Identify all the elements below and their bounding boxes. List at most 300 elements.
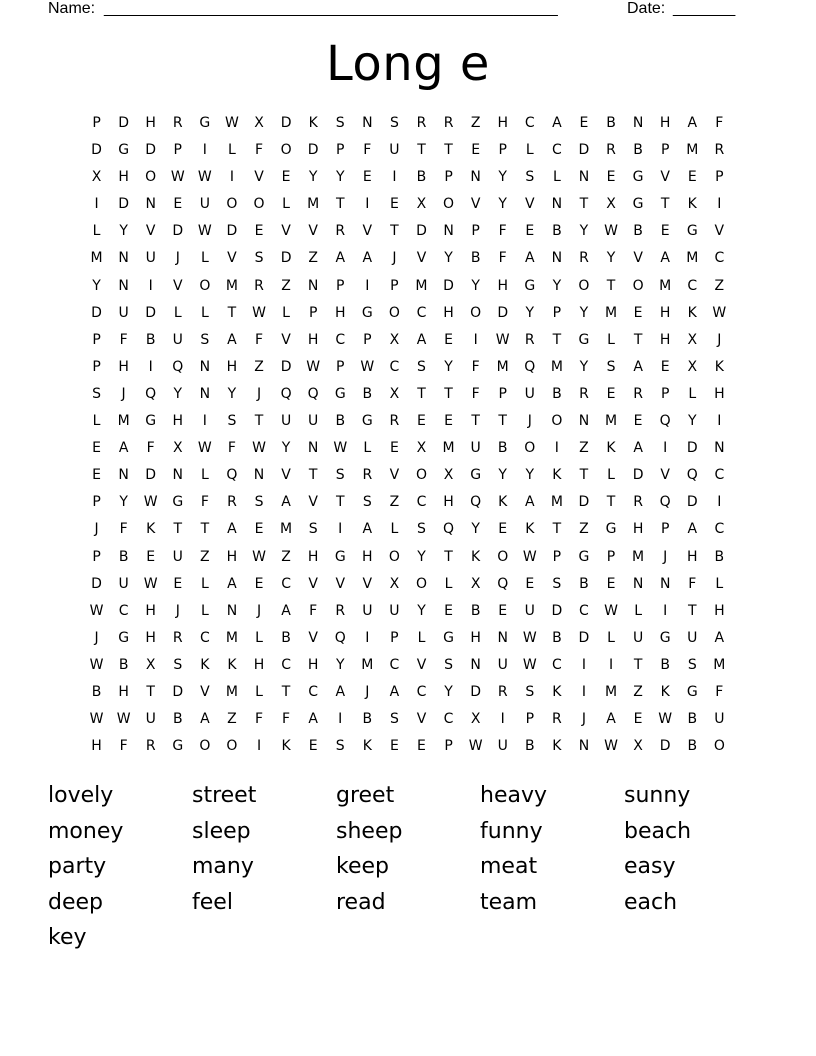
grid-letter: N (145, 196, 156, 213)
grid-letter: S (552, 575, 562, 592)
grid-letter: M (225, 629, 238, 646)
grid-letter: L (200, 575, 209, 592)
grid-letter: E (389, 440, 399, 457)
grid-letter: N (118, 467, 129, 484)
grid-letter: L (92, 413, 101, 430)
grid-letter: V (362, 575, 373, 592)
grid-letter: R (389, 413, 400, 430)
grid-letter: Z (389, 494, 400, 511)
grid-letter: O (280, 142, 292, 159)
grid-letter: R (524, 331, 535, 348)
grid-letter: E (606, 385, 616, 402)
grid-letter: G (524, 277, 536, 294)
grid-letter: Y (417, 602, 426, 619)
grid-letter: C (416, 304, 427, 321)
grid-letter: J (175, 250, 180, 267)
grid-letter: L (200, 602, 209, 619)
grid-row (83, 544, 733, 571)
grid-letter: V (308, 223, 318, 240)
grid-letter: U (280, 413, 292, 430)
grid-letter: X (145, 656, 156, 673)
grid-letter: O (713, 738, 725, 755)
grid-letter: B (416, 169, 427, 186)
grid-letter: D (578, 494, 590, 511)
grid-letter: B (145, 331, 156, 348)
grid-letter: H (145, 629, 156, 646)
grid-letter: L (363, 440, 372, 457)
grid-row (83, 273, 733, 300)
grid-letter: H (686, 548, 698, 565)
grid-letter: D (145, 304, 157, 321)
grid-letter: Y (579, 358, 589, 375)
grid-letter: G (334, 385, 346, 402)
grid-letter: E (308, 738, 318, 755)
grid-letter: D (91, 304, 102, 321)
grid-letter: I (473, 331, 478, 348)
grid-letter: Y (281, 440, 291, 457)
grid-letter: B (714, 548, 725, 565)
grid-letter: P (552, 304, 562, 321)
word-bank-item: feel (192, 889, 233, 915)
grid-letter: V (633, 250, 643, 267)
grid-letter: S (687, 656, 697, 673)
grid-letter: T (417, 385, 426, 402)
grid-letter: D (172, 683, 184, 700)
word-bank-item: greet (336, 783, 395, 808)
grid-letter: V (362, 223, 373, 240)
grid-letter: B (335, 413, 346, 430)
grid-letter: U (172, 331, 183, 348)
grid-letter: E (254, 223, 264, 240)
grid-letter: F (471, 358, 480, 375)
grid-letter: X (91, 169, 102, 186)
grid-letter: I (202, 142, 207, 159)
grid-letter: M (225, 683, 238, 700)
grid-row (83, 462, 733, 489)
grid-letter: J (717, 331, 722, 348)
grid-letter: O (632, 277, 644, 294)
grid-letter: E (498, 521, 508, 538)
grid-letter: B (633, 223, 643, 240)
grid-letter: M (415, 277, 428, 294)
word-bank-item: funny (480, 818, 543, 844)
grid-letter: U (687, 629, 698, 646)
grid-letter: Y (119, 494, 128, 511)
grid-letter: E (92, 467, 101, 484)
grid-letter: Y (525, 467, 535, 484)
grid-letter: S (335, 467, 345, 484)
grid-letter: E (92, 440, 101, 457)
grid-letter: A (606, 711, 616, 728)
grid-letter: Y (92, 277, 101, 294)
grid-letter: W (495, 331, 510, 348)
grid-letter: T (498, 413, 507, 430)
grid-letter: P (92, 548, 101, 565)
grid-letter: A (227, 521, 237, 538)
grid-letter: F (688, 575, 697, 592)
grid-letter: K (525, 521, 535, 538)
grid-letter: U (497, 656, 508, 673)
grid-letter: P (92, 358, 101, 375)
grid-letter: J (121, 385, 126, 402)
grid-letter: E (633, 711, 643, 728)
grid-letter: J (365, 683, 370, 700)
grid-letter: S (173, 656, 183, 673)
grid-letter: M (307, 196, 320, 213)
grid-letter: I (338, 711, 343, 728)
grid-letter: L (607, 467, 615, 484)
grid-letter: F (498, 223, 507, 240)
grid-letter: Q (659, 494, 671, 511)
grid-letter: W (116, 711, 131, 728)
grid-row (83, 516, 733, 543)
grid-letter: E (444, 602, 453, 619)
grid-letter: I (717, 196, 722, 213)
grid-letter: Z (579, 521, 589, 538)
grid-letter: I (717, 494, 722, 511)
grid-letter: L (552, 169, 561, 186)
grid-letter: E (660, 358, 670, 375)
grid-row (83, 598, 733, 625)
grid-letter: P (92, 331, 101, 348)
grid-letter: C (551, 142, 562, 159)
grid-letter: U (714, 711, 725, 728)
grid-letter: P (363, 331, 372, 348)
grid-letter: V (525, 196, 535, 213)
grid-letter: G (145, 413, 157, 430)
grid-letter: B (552, 385, 562, 402)
word-search-grid (83, 110, 733, 760)
grid-letter: W (604, 602, 618, 619)
grid-letter: Q (686, 467, 698, 484)
grid-letter: T (633, 331, 643, 348)
grid-letter: A (525, 250, 535, 267)
grid-letter: D (280, 358, 292, 375)
grid-letter: I (663, 602, 668, 619)
grid-letter: S (254, 494, 264, 511)
grid-letter: Y (227, 385, 237, 402)
grid-letter: W (197, 169, 212, 186)
grid-row (83, 218, 733, 245)
grid-letter: K (281, 738, 291, 755)
grid-letter: I (148, 358, 153, 375)
grid-letter: J (663, 548, 668, 565)
grid-letter: B (118, 656, 129, 673)
grid-letter: G (443, 629, 454, 646)
grid-letter: F (363, 142, 372, 159)
grid-letter: F (471, 385, 480, 402)
grid-letter: Q (280, 385, 292, 402)
grid-letter: E (525, 223, 535, 240)
grid-letter: W (522, 656, 537, 673)
grid-letter: H (362, 548, 373, 565)
grid-letter: X (606, 196, 616, 213)
grid-letter: K (606, 440, 616, 457)
grid-letter: V (660, 467, 670, 484)
grid-row (83, 652, 733, 679)
grid-letter: L (200, 467, 209, 484)
grid-letter: K (146, 521, 156, 538)
grid-letter: S (254, 250, 264, 267)
grid-letter: A (552, 115, 562, 131)
grid-letter: D (470, 683, 482, 700)
grid-letter: E (389, 196, 399, 213)
grid-letter: H (443, 304, 454, 321)
grid-letter: X (470, 575, 481, 592)
grid-letter: A (335, 683, 346, 700)
grid-letter: L (200, 250, 209, 267)
grid-letter: A (200, 711, 210, 728)
grid-letter: B (687, 711, 698, 728)
grid-letter: E (444, 331, 453, 348)
grid-letter: A (362, 521, 373, 538)
grid-letter: J (392, 250, 397, 267)
grid-letter: T (606, 494, 616, 511)
grid-letter: N (172, 467, 184, 484)
grid-letter: N (551, 250, 563, 267)
grid-letter: L (255, 683, 263, 700)
grid-letter: F (282, 711, 291, 728)
grid-letter: N (551, 196, 563, 213)
grid-letter: W (89, 656, 104, 673)
grid-letter: H (226, 358, 238, 375)
grid-letter: K (552, 683, 562, 700)
grid-letter: V (308, 629, 318, 646)
grid-letter: L (200, 304, 209, 321)
grid-letter: V (227, 250, 237, 267)
grid-letter: D (307, 142, 319, 159)
grid-letter: N (226, 602, 238, 619)
grid-letter: B (362, 385, 373, 402)
grid-letter: D (118, 115, 129, 131)
grid-letter: L (228, 142, 236, 159)
grid-letter: B (118, 548, 129, 565)
grid-letter: Y (444, 683, 453, 700)
grid-letter: R (497, 683, 508, 700)
grid-letter: X (389, 385, 400, 402)
grid-letter: F (715, 683, 724, 700)
grid-letter: Y (173, 385, 183, 402)
grid-letter: U (145, 250, 156, 267)
grid-letter: X (470, 711, 481, 728)
grid-letter: H (497, 277, 508, 294)
grid-letter: T (417, 142, 426, 159)
worksheet-header (48, 0, 748, 22)
grid-letter: R (335, 602, 346, 619)
grid-letter: F (498, 250, 507, 267)
grid-letter: I (663, 440, 668, 457)
grid-letter: N (362, 115, 373, 131)
grid-letter: A (281, 494, 291, 511)
grid-letter: D (659, 738, 671, 755)
grid-letter: G (361, 413, 373, 430)
grid-letter: G (199, 115, 211, 131)
grid-letter: A (687, 115, 698, 131)
grid-letter: A (308, 711, 318, 728)
grid-letter: J (94, 629, 99, 646)
grid-letter: O (524, 440, 536, 457)
word-bank-item: each (624, 889, 678, 915)
grid-letter: N (307, 277, 319, 294)
grid-letter: T (444, 548, 453, 565)
grid-letter: P (92, 494, 101, 511)
grid-letter: S (200, 331, 210, 348)
grid-letter: H (118, 169, 129, 186)
grid-letter: V (281, 331, 291, 348)
grid-letter: R (335, 223, 346, 240)
grid-letter: H (307, 548, 319, 565)
grid-letter: R (633, 494, 643, 511)
grid-letter: I (365, 196, 370, 213)
word-bank-item: street (192, 783, 257, 808)
grid-letter: W (360, 358, 375, 375)
grid-letter: Z (470, 115, 481, 131)
grid-letter: Y (335, 169, 345, 186)
grid-letter: U (524, 602, 535, 619)
grid-letter: I (229, 169, 234, 186)
grid-letter: V (172, 277, 183, 294)
grid-letter: T (660, 196, 670, 213)
grid-row (83, 327, 733, 354)
grid-letter: O (226, 738, 238, 755)
grid-letter: W (143, 575, 158, 592)
grid-letter: U (118, 304, 129, 321)
grid-letter: T (227, 304, 237, 321)
word-bank-item: heavy (480, 783, 547, 808)
grid-letter: R (443, 115, 454, 131)
word-bank (48, 780, 768, 958)
grid-letter: A (227, 575, 237, 592)
grid-letter: G (605, 521, 617, 538)
grid-letter: P (444, 738, 453, 755)
grid-letter: E (660, 223, 670, 240)
grid-letter: T (579, 196, 589, 213)
grid-letter: D (416, 223, 427, 240)
grid-letter: N (199, 385, 211, 402)
grid-letter: M (280, 521, 293, 538)
grid-row (83, 408, 733, 435)
grid-letter: T (579, 467, 589, 484)
grid-letter: Y (525, 304, 535, 321)
grid-letter: E (633, 304, 643, 321)
grid-letter: B (552, 629, 562, 646)
grid-letter: I (365, 629, 370, 646)
grid-letter: O (145, 169, 157, 186)
grid-letter: H (307, 656, 319, 673)
grid-letter: M (686, 250, 699, 267)
grid-letter: R (172, 115, 183, 131)
grid-letter: S (525, 169, 535, 186)
word-bank-item: read (336, 889, 386, 915)
grid-letter: I (94, 196, 99, 213)
grid-letter: C (416, 494, 427, 511)
grid-letter: B (497, 440, 508, 457)
grid-letter: E (579, 115, 589, 131)
grid-letter: M (659, 277, 672, 294)
grid-letter: X (687, 331, 698, 348)
grid-letter: L (282, 304, 290, 321)
grid-letter: B (606, 115, 616, 131)
grid-letter: A (335, 250, 346, 267)
grid-letter: A (660, 250, 670, 267)
grid-row (83, 381, 733, 408)
grid-letter: C (714, 467, 725, 484)
grid-letter: B (172, 711, 183, 728)
grid-letter: D (118, 196, 129, 213)
grid-letter: Y (308, 169, 318, 186)
grid-letter: M (442, 440, 455, 457)
grid-letter: L (255, 629, 263, 646)
grid-letter: P (715, 169, 724, 186)
grid-letter: Y (444, 250, 453, 267)
grid-letter: G (686, 223, 698, 240)
grid-letter: E (498, 602, 508, 619)
grid-letter: D (91, 575, 102, 592)
grid-letter: D (578, 142, 590, 159)
grid-letter: M (713, 656, 726, 673)
grid-letter: D (686, 440, 698, 457)
grid-letter: E (417, 738, 426, 755)
grid-letter: F (119, 521, 128, 538)
grid-letter: E (254, 521, 264, 538)
grid-letter: Q (334, 629, 346, 646)
grid-letter: N (199, 358, 211, 375)
grid-letter: G (172, 494, 184, 511)
grid-letter: T (687, 602, 697, 619)
grid-letter: B (470, 250, 481, 267)
grid-letter: E (525, 575, 535, 592)
grid-letter: V (470, 196, 481, 213)
grid-letter: T (335, 494, 345, 511)
grid-letter: F (119, 738, 128, 755)
grid-letter: O (578, 277, 590, 294)
grid-letter: Q (226, 467, 238, 484)
word-bank-item: team (480, 889, 538, 915)
grid-letter: C (199, 629, 210, 646)
grid-letter: U (118, 575, 129, 592)
grid-letter: E (417, 413, 426, 430)
grid-letter: Z (579, 440, 589, 457)
grid-letter: Y (471, 277, 480, 294)
grid-letter: F (200, 494, 209, 511)
grid-letter: H (470, 629, 481, 646)
grid-letter: W (252, 304, 266, 321)
grid-letter: X (389, 331, 400, 348)
grid-letter: I (365, 277, 370, 294)
grid-letter: X (687, 358, 698, 375)
grid-letter: O (199, 277, 211, 294)
grid-letter: B (579, 575, 589, 592)
name-label: Name: (48, 0, 96, 17)
grid-letter: H (118, 358, 129, 375)
grid-letter: O (497, 548, 509, 565)
grid-row (83, 435, 733, 462)
grid-letter: S (444, 656, 453, 673)
grid-letter: D (226, 223, 238, 240)
grid-letter: E (633, 413, 643, 430)
grid-letter: R (227, 494, 237, 511)
grid-letter: G (118, 629, 130, 646)
grid-letter: U (389, 142, 400, 159)
grid-letter: O (470, 304, 482, 321)
grid-letter: I (256, 738, 262, 755)
grid-letter: Y (687, 413, 697, 430)
grid-letter: V (308, 494, 318, 511)
grid-letter: M (686, 142, 699, 159)
grid-letter: O (199, 738, 211, 755)
word-bank-item: key (48, 925, 87, 950)
grid-letter: I (717, 413, 722, 430)
